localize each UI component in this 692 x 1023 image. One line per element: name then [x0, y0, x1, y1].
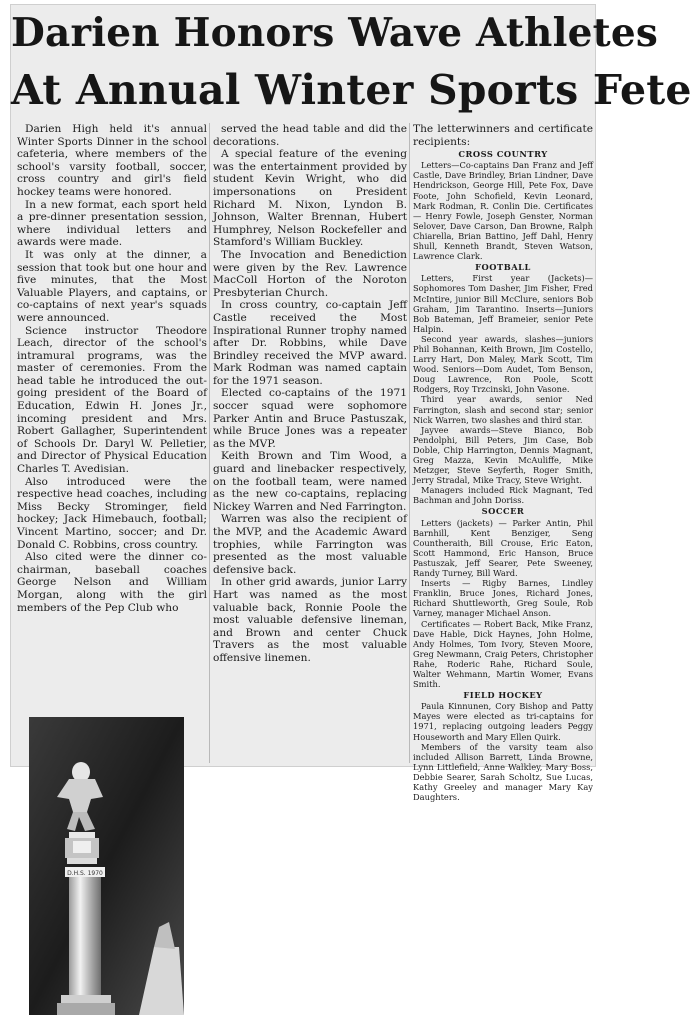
article-paragraph: Also introduced were the respective head coaches, including Miss Becky Strominger, field hockey; Jack Himebauch, football; Vincent Martino, soccer; and Dr. Donald C. Robbins, cross country. [17, 475, 207, 551]
article-paragraph: Keith Brown and Tim Wood, a guard and linebacker respectively, on the football team, were named as the new co-captains, replacing Nickey Warren and Ned Farrington. [213, 450, 407, 513]
column-divider [209, 123, 210, 763]
article-paragraph: The Invocation and Benediction were given by the Rev. Lawrence MacColl Horton of the Noroton Presbyterian Church. [213, 248, 407, 299]
sport-heading: FOOTBALL [475, 262, 531, 273]
award-paragraph: Letters (jackets) — Parker Antin, Phil Barnhill, Kent Benziger, Seng Countheraith, Bill Crouse, Eric Eaton, Scott Hammond, Eric Hanson, Bruce Pastuszak, Jeff Searer, Pete Sweeney, Randy Turney, Bill Ward. [413, 517, 593, 579]
article-paragraph: Darien High held it's annual Winter Sports Dinner in the school cafeteria, where members of the school's varsity football, soccer, cross country and girl's field hockey teams were honored. [17, 123, 207, 198]
award-paragraph: Jayvee awards—Steve Bianco, Bob Pendolphi, Bill Peters, Jim Case, Bob Doble, Chip Harrington, Dennis Magnant, Greg Mazza, Kevin McAuliffe, Mike Metzger, Steve Seyferth, Roger Smith, Jerry Stradal, Mike Tracy, Steve Wright. [413, 424, 593, 486]
article-paragraph: Also cited were the dinner co-chairman, baseball coaches George Nelson and William Morgan, along with the girl members of the Pep Club who [17, 551, 207, 614]
sport-heading: CROSS COUNTRY [458, 149, 548, 160]
article-paragraph: Elected co-captains of the 1971 soccer squad were sophomore Parker Antin and Bruce Pastuszak, while Bruce Jones was a repeater as the MVP. [213, 387, 407, 450]
newspaper-clipping [10, 4, 692, 803]
article-column-1 [17, 123, 207, 614]
trophy-photo [29, 717, 184, 1015]
article-paragraph: In a new format, each sport held a pre-dinner presentation session, where individual letters and awards were made. [17, 198, 207, 249]
article-column-2 [213, 123, 407, 665]
award-paragraph: Inserts — Rigby Barnes, Lindley Franklin, Bruce Jones, Richard Jones, Richard Shuttleworth, Greg Soule, Rob Varney, manager Michael Anson. [413, 578, 593, 619]
article-paragraph: In cross country, co-captain Jeff Castle received the Most Inspirational Runner trophy named after Dr. Robbins, while Dave Brindley received the MVP award. Mark Rodman was named captain for the 1971 season. [213, 299, 407, 387]
headline-line-1: Darien Honors Wave Athletes [11, 10, 658, 56]
award-paragraph: Paula Kinnunen, Cory Bishop and Patty Mayes were elected as tri-captains for 1971, replacing outgoing leaders Peggy Houseworth and Mary Ellen Quirk. [413, 701, 593, 742]
sport-heading: SOCCER [481, 506, 525, 517]
article-paragraph: served the head table and did the decorations. [213, 123, 407, 148]
letterwinners-intro: The letterwinners and certificate recipients: [413, 123, 593, 148]
award-paragraph: Managers included Rick Magnant, Ted Bachman and John Doriss. [413, 485, 593, 506]
award-paragraph: Certificates — Robert Back, Mike Franz, Dave Hable, Dick Haynes, John Holme, Andy Holmes, Tom Ivory, Steven Moore, Greg Newmann, Craig Peters, Christopher Rahe, Roderic Rahe, Richard Soule, Walter Wehmann, Martin Womer, Evans Smith. [413, 618, 593, 690]
headline-line-2: At Annual Winter Sports Fete [11, 66, 692, 114]
award-paragraph: Second year awards, slashes—juniors Phil Bohannan, Keith Brown, Jim Costello, Larry Hart, Don Maley, Mark Scott, Tim Wood. Seniors—Dom Audet, Tom Benson, Doug Lawrence, Ron Poole, Scott Rodgers, Roy Trzcinski, John Vasone. [413, 333, 593, 395]
article-paragraph: It was only at the dinner, a session that took but one hour and five minutes, that the Most Valuable Players, and captains, or co-captains of next year's squads were announced. [17, 248, 207, 324]
article-paragraph: Warren was also the recipient of the MVP, and the Academic Award trophies, while Farrington was presented as the most valuable defensive back. [213, 513, 407, 576]
article-paragraph: In other grid awards, junior Larry Hart was named as the most valuable back, Ronnie Poole the most valuable defensive lineman, and Brown and center Chuck Travers as the most valuable offensive linemen. [213, 576, 407, 664]
award-paragraph: Third year awards, senior Ned Farrington, slash and second star; senior Nick Warren, two slashes and third star. [413, 394, 593, 425]
article-paragraph: Science instructor Theodore Leach, director of the school's intramural programs, was the master of ceremonies. From the head table he introduced the out-going president of the Board of Education, Edwin H. Jones Jr., incoming president and Mrs. Robert Gallagher, Superintendent of Schools Dr. Daryl W. Pelletier, and Director of Physical Education Charles T. Avedisian. [17, 324, 207, 476]
award-paragraph: Letters, First year (Jackets)—Sophomores Tom Dasher, Jim Fisher, Fred McIntire, junior Bill McClure, seniors Bob Graham, Jim Tarantino. Inserts—Juniors Bob Bateman, Jeff Brameier, senior Pete Halpin. [413, 273, 593, 334]
sport-heading: FIELD HOCKEY [463, 690, 543, 701]
letterwinners-column [413, 123, 593, 802]
award-paragraph: Members of the varsity team also included Allison Barrett, Linda Browne, Lynn Littlefield, Anne Walkley, Mary Boss, Debbie Searer, Sarah Scholtz, Sue Lucas, Kathy Greeley and manager Mary Kay Daughters. [413, 741, 593, 803]
trophy-plate-label: D.H.S. 1970 [67, 870, 103, 877]
column-divider [409, 123, 410, 763]
article-paragraph: A special feature of the evening was the entertainment provided by student Kevin Wright, who did impersonations on President Richard M. Nixon, Lyndon B. Johnson, Walter Brennan, Hubert Humphrey, Nelson Rockefeller and Stamford's William Buckley. [213, 148, 407, 249]
award-paragraph: Letters—Co-captains Dan Franz and Jeff Castle, Dave Brindley, Brian Lindner, Dave Hendrickson, George Hill, Pete Fox, Dave Foote, John Schofield, Kevin Leonard, Mark Rodman, R. Conlin Die. Certificates — Henry Fowle, Joseph Genster, Norman Selover, Dave Carson, Dan Browne, Ralph Chiarella, Brian Battino, Jeff Dahl, Henry Shull, Kenneth Brandt, Steven Watson, Lawrence Clark. [413, 160, 593, 262]
